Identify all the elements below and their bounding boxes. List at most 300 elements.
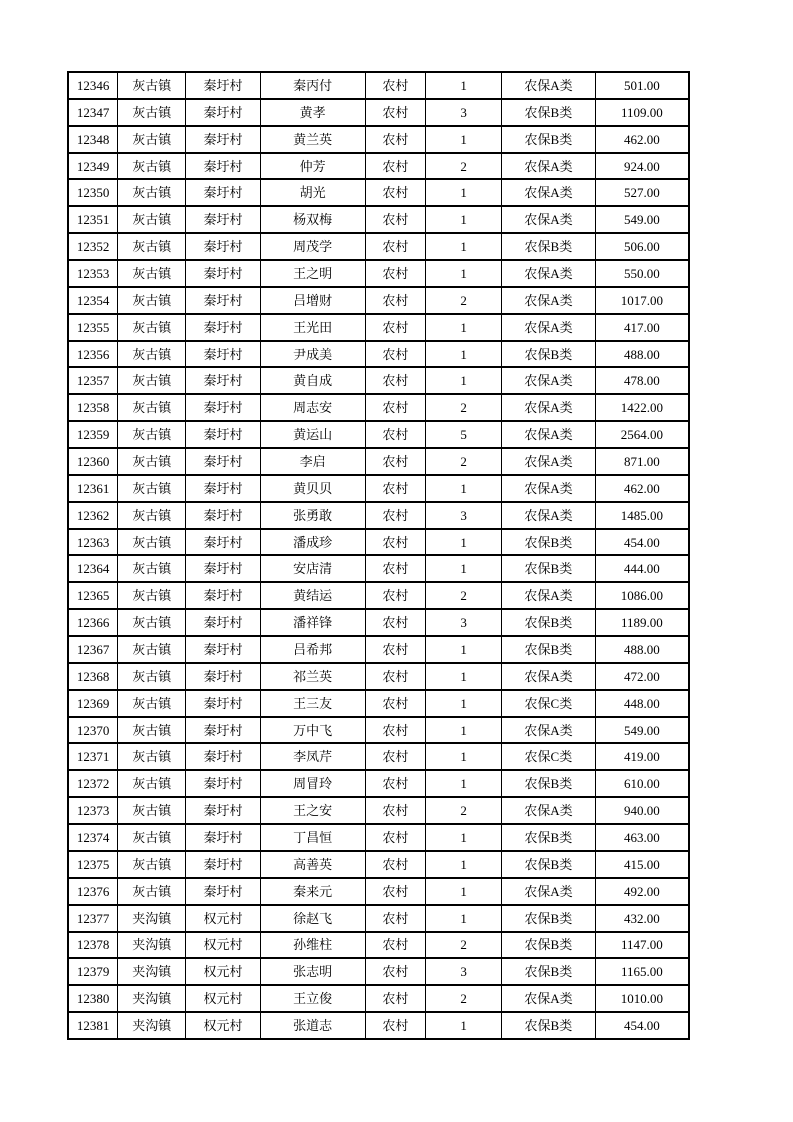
residence-type-cell: 农村: [365, 99, 426, 126]
village-cell: 秦圩村: [186, 260, 261, 287]
record-id-cell: 12366: [68, 609, 118, 636]
table-row: [68, 233, 689, 260]
person-count-cell: 1: [426, 475, 502, 502]
record-id-cell: 12370: [68, 717, 118, 744]
residence-type-cell: 农村: [365, 797, 426, 824]
town-cell: 灰古镇: [118, 421, 186, 448]
person-name-cell: 吕希邦: [260, 636, 365, 663]
table-row: [68, 555, 689, 582]
person-name-cell: 万中飞: [260, 717, 365, 744]
table-row: [68, 690, 689, 717]
amount-cell: 940.00: [595, 797, 689, 824]
table-row: [68, 743, 689, 770]
record-id-cell: 12373: [68, 797, 118, 824]
insurance-category-cell: 农保A类: [502, 797, 596, 824]
person-name-cell: 黄结运: [260, 582, 365, 609]
person-count-cell: 2: [426, 582, 502, 609]
town-cell: 灰古镇: [118, 743, 186, 770]
residence-type-cell: 农村: [365, 341, 426, 368]
table-row: [68, 985, 689, 1012]
village-cell: 秦圩村: [186, 206, 261, 233]
village-cell: 秦圩村: [186, 663, 261, 690]
residence-type-cell: 农村: [365, 770, 426, 797]
record-id-cell: 12355: [68, 314, 118, 341]
insurance-category-cell: 农保B类: [502, 770, 596, 797]
person-count-cell: 1: [426, 314, 502, 341]
village-cell: 秦圩村: [186, 475, 261, 502]
insurance-category-cell: 农保B类: [502, 99, 596, 126]
residence-type-cell: 农村: [365, 260, 426, 287]
residence-type-cell: 农村: [365, 72, 426, 99]
town-cell: 灰古镇: [118, 851, 186, 878]
person-count-cell: 2: [426, 287, 502, 314]
person-name-cell: 黄运山: [260, 421, 365, 448]
person-name-cell: 秦来元: [260, 878, 365, 905]
record-id-cell: 12378: [68, 932, 118, 959]
residence-type-cell: 农村: [365, 126, 426, 153]
record-id-cell: 12379: [68, 958, 118, 985]
amount-cell: 432.00: [595, 905, 689, 932]
town-cell: 灰古镇: [118, 824, 186, 851]
person-count-cell: 2: [426, 394, 502, 421]
village-cell: 秦圩村: [186, 394, 261, 421]
person-count-cell: 3: [426, 99, 502, 126]
town-cell: 灰古镇: [118, 179, 186, 206]
village-cell: 权元村: [186, 958, 261, 985]
record-id-cell: 12358: [68, 394, 118, 421]
village-cell: 秦圩村: [186, 851, 261, 878]
record-id-cell: 12357: [68, 367, 118, 394]
residence-type-cell: 农村: [365, 394, 426, 421]
person-name-cell: 王三友: [260, 690, 365, 717]
town-cell: 夹沟镇: [118, 932, 186, 959]
table-row: [68, 958, 689, 985]
amount-cell: 1017.00: [595, 287, 689, 314]
residence-type-cell: 农村: [365, 421, 426, 448]
residence-type-cell: 农村: [365, 717, 426, 744]
person-name-cell: 王之安: [260, 797, 365, 824]
insurance-category-cell: 农保A类: [502, 448, 596, 475]
village-cell: 秦圩村: [186, 529, 261, 556]
person-count-cell: 1: [426, 529, 502, 556]
amount-cell: 415.00: [595, 851, 689, 878]
record-id-cell: 12380: [68, 985, 118, 1012]
person-count-cell: 1: [426, 1012, 502, 1039]
table-row: [68, 72, 689, 99]
table-row: [68, 905, 689, 932]
town-cell: 灰古镇: [118, 529, 186, 556]
residence-type-cell: 农村: [365, 502, 426, 529]
table-row: [68, 341, 689, 368]
person-count-cell: 1: [426, 555, 502, 582]
village-cell: 秦圩村: [186, 797, 261, 824]
residence-type-cell: 农村: [365, 314, 426, 341]
town-cell: 夹沟镇: [118, 1012, 186, 1039]
amount-cell: 463.00: [595, 824, 689, 851]
person-count-cell: 1: [426, 878, 502, 905]
person-count-cell: 3: [426, 609, 502, 636]
amount-cell: 610.00: [595, 770, 689, 797]
amount-cell: 488.00: [595, 636, 689, 663]
insurance-category-cell: 农保A类: [502, 663, 596, 690]
town-cell: 灰古镇: [118, 663, 186, 690]
village-cell: 秦圩村: [186, 717, 261, 744]
record-id-cell: 12354: [68, 287, 118, 314]
village-cell: 秦圩村: [186, 153, 261, 180]
amount-cell: 472.00: [595, 663, 689, 690]
person-name-cell: 吕增财: [260, 287, 365, 314]
record-id-cell: 12347: [68, 99, 118, 126]
town-cell: 灰古镇: [118, 126, 186, 153]
residence-type-cell: 农村: [365, 287, 426, 314]
insurance-category-cell: 农保A类: [502, 878, 596, 905]
insurance-category-cell: 农保B类: [502, 341, 596, 368]
amount-cell: 417.00: [595, 314, 689, 341]
person-count-cell: 1: [426, 905, 502, 932]
table-row: [68, 663, 689, 690]
record-id-cell: 12362: [68, 502, 118, 529]
town-cell: 夹沟镇: [118, 905, 186, 932]
table-row: [68, 448, 689, 475]
residence-type-cell: 农村: [365, 153, 426, 180]
person-count-cell: 1: [426, 72, 502, 99]
town-cell: 灰古镇: [118, 287, 186, 314]
table-row: [68, 367, 689, 394]
insurance-roster-table: [67, 71, 690, 1040]
person-name-cell: 胡光: [260, 179, 365, 206]
person-name-cell: 孙维柱: [260, 932, 365, 959]
record-id-cell: 12374: [68, 824, 118, 851]
person-name-cell: 潘成珍: [260, 529, 365, 556]
village-cell: 权元村: [186, 905, 261, 932]
insurance-category-cell: 农保B类: [502, 529, 596, 556]
insurance-category-cell: 农保B类: [502, 851, 596, 878]
table-row: [68, 179, 689, 206]
table-row: [68, 126, 689, 153]
insurance-category-cell: 农保B类: [502, 1012, 596, 1039]
village-cell: 权元村: [186, 1012, 261, 1039]
residence-type-cell: 农村: [365, 582, 426, 609]
record-id-cell: 12367: [68, 636, 118, 663]
person-count-cell: 1: [426, 770, 502, 797]
person-count-cell: 2: [426, 797, 502, 824]
table-row: [68, 502, 689, 529]
record-id-cell: 12351: [68, 206, 118, 233]
town-cell: 灰古镇: [118, 770, 186, 797]
town-cell: 灰古镇: [118, 555, 186, 582]
table-row: [68, 421, 689, 448]
residence-type-cell: 农村: [365, 206, 426, 233]
amount-cell: 549.00: [595, 206, 689, 233]
town-cell: 夹沟镇: [118, 958, 186, 985]
table-row: [68, 717, 689, 744]
residence-type-cell: 农村: [365, 743, 426, 770]
person-name-cell: 周冒玲: [260, 770, 365, 797]
person-name-cell: 尹成美: [260, 341, 365, 368]
insurance-category-cell: 农保B类: [502, 932, 596, 959]
town-cell: 灰古镇: [118, 341, 186, 368]
person-count-cell: 2: [426, 153, 502, 180]
insurance-category-cell: 农保A类: [502, 502, 596, 529]
insurance-category-cell: 农保A类: [502, 717, 596, 744]
insurance-category-cell: 农保A类: [502, 394, 596, 421]
amount-cell: 527.00: [595, 179, 689, 206]
village-cell: 秦圩村: [186, 770, 261, 797]
amount-cell: 506.00: [595, 233, 689, 260]
person-name-cell: 高善英: [260, 851, 365, 878]
record-id-cell: 12348: [68, 126, 118, 153]
village-cell: 秦圩村: [186, 690, 261, 717]
residence-type-cell: 农村: [365, 663, 426, 690]
residence-type-cell: 农村: [365, 636, 426, 663]
insurance-category-cell: 农保A类: [502, 985, 596, 1012]
person-name-cell: 安店清: [260, 555, 365, 582]
residence-type-cell: 农村: [365, 475, 426, 502]
table-row: [68, 824, 689, 851]
record-id-cell: 12381: [68, 1012, 118, 1039]
amount-cell: 2564.00: [595, 421, 689, 448]
person-name-cell: 仲芳: [260, 153, 365, 180]
residence-type-cell: 农村: [365, 179, 426, 206]
town-cell: 灰古镇: [118, 99, 186, 126]
person-name-cell: 祁兰英: [260, 663, 365, 690]
record-id-cell: 12361: [68, 475, 118, 502]
village-cell: 秦圩村: [186, 878, 261, 905]
person-count-cell: 1: [426, 260, 502, 287]
town-cell: 灰古镇: [118, 260, 186, 287]
amount-cell: 1189.00: [595, 609, 689, 636]
person-count-cell: 1: [426, 233, 502, 260]
amount-cell: 501.00: [595, 72, 689, 99]
record-id-cell: 12349: [68, 153, 118, 180]
residence-type-cell: 农村: [365, 448, 426, 475]
person-name-cell: 潘祥锋: [260, 609, 365, 636]
village-cell: 秦圩村: [186, 421, 261, 448]
town-cell: 灰古镇: [118, 690, 186, 717]
person-count-cell: 1: [426, 663, 502, 690]
amount-cell: 454.00: [595, 1012, 689, 1039]
insurance-category-cell: 农保B类: [502, 233, 596, 260]
person-name-cell: 黄贝贝: [260, 475, 365, 502]
amount-cell: 444.00: [595, 555, 689, 582]
insurance-category-cell: 农保B类: [502, 905, 596, 932]
table-row: [68, 797, 689, 824]
residence-type-cell: 农村: [365, 905, 426, 932]
amount-cell: 1422.00: [595, 394, 689, 421]
table-row: [68, 260, 689, 287]
person-count-cell: 1: [426, 206, 502, 233]
person-count-cell: 1: [426, 717, 502, 744]
town-cell: 灰古镇: [118, 233, 186, 260]
insurance-category-cell: 农保A类: [502, 72, 596, 99]
town-cell: 灰古镇: [118, 367, 186, 394]
table-row: [68, 932, 689, 959]
village-cell: 秦圩村: [186, 99, 261, 126]
person-count-cell: 2: [426, 448, 502, 475]
village-cell: 秦圩村: [186, 448, 261, 475]
amount-cell: 448.00: [595, 690, 689, 717]
person-count-cell: 1: [426, 636, 502, 663]
table-row: [68, 529, 689, 556]
person-name-cell: 王光田: [260, 314, 365, 341]
town-cell: 灰古镇: [118, 502, 186, 529]
village-cell: 秦圩村: [186, 233, 261, 260]
person-count-cell: 1: [426, 367, 502, 394]
person-name-cell: 杨双梅: [260, 206, 365, 233]
record-id-cell: 12360: [68, 448, 118, 475]
person-count-cell: 5: [426, 421, 502, 448]
insurance-category-cell: 农保A类: [502, 582, 596, 609]
insurance-category-cell: 农保C类: [502, 690, 596, 717]
residence-type-cell: 农村: [365, 233, 426, 260]
table-row: [68, 153, 689, 180]
insurance-category-cell: 农保C类: [502, 743, 596, 770]
person-name-cell: 王之明: [260, 260, 365, 287]
table-row: [68, 636, 689, 663]
residence-type-cell: 农村: [365, 878, 426, 905]
residence-type-cell: 农村: [365, 958, 426, 985]
village-cell: 秦圩村: [186, 609, 261, 636]
insurance-category-cell: 农保A类: [502, 153, 596, 180]
town-cell: 灰古镇: [118, 797, 186, 824]
village-cell: 秦圩村: [186, 555, 261, 582]
person-name-cell: 王立俊: [260, 985, 365, 1012]
record-id-cell: 12365: [68, 582, 118, 609]
person-name-cell: 李凤芹: [260, 743, 365, 770]
amount-cell: 478.00: [595, 367, 689, 394]
town-cell: 灰古镇: [118, 878, 186, 905]
record-id-cell: 12346: [68, 72, 118, 99]
amount-cell: 462.00: [595, 126, 689, 153]
person-name-cell: 黄孝: [260, 99, 365, 126]
village-cell: 秦圩村: [186, 582, 261, 609]
amount-cell: 1147.00: [595, 932, 689, 959]
amount-cell: 1485.00: [595, 502, 689, 529]
person-name-cell: 黄自成: [260, 367, 365, 394]
town-cell: 灰古镇: [118, 72, 186, 99]
insurance-category-cell: 农保B类: [502, 126, 596, 153]
person-count-cell: 2: [426, 985, 502, 1012]
record-id-cell: 12376: [68, 878, 118, 905]
person-count-cell: 1: [426, 179, 502, 206]
person-name-cell: 黄兰英: [260, 126, 365, 153]
insurance-category-cell: 农保A类: [502, 367, 596, 394]
village-cell: 秦圩村: [186, 636, 261, 663]
town-cell: 灰古镇: [118, 475, 186, 502]
town-cell: 灰古镇: [118, 448, 186, 475]
insurance-category-cell: 农保B类: [502, 609, 596, 636]
record-id-cell: 12368: [68, 663, 118, 690]
village-cell: 秦圩村: [186, 287, 261, 314]
table-body: [68, 72, 689, 1039]
residence-type-cell: 农村: [365, 824, 426, 851]
person-name-cell: 张道志: [260, 1012, 365, 1039]
record-id-cell: 12377: [68, 905, 118, 932]
town-cell: 灰古镇: [118, 314, 186, 341]
person-count-cell: 1: [426, 690, 502, 717]
village-cell: 秦圩村: [186, 502, 261, 529]
table-row: [68, 99, 689, 126]
amount-cell: 488.00: [595, 341, 689, 368]
person-count-cell: 1: [426, 824, 502, 851]
town-cell: 灰古镇: [118, 206, 186, 233]
amount-cell: 550.00: [595, 260, 689, 287]
record-id-cell: 12371: [68, 743, 118, 770]
residence-type-cell: 农村: [365, 609, 426, 636]
village-cell: 权元村: [186, 985, 261, 1012]
residence-type-cell: 农村: [365, 555, 426, 582]
record-id-cell: 12369: [68, 690, 118, 717]
insurance-category-cell: 农保A类: [502, 206, 596, 233]
village-cell: 秦圩村: [186, 179, 261, 206]
town-cell: 灰古镇: [118, 717, 186, 744]
amount-cell: 1109.00: [595, 99, 689, 126]
person-name-cell: 李启: [260, 448, 365, 475]
insurance-category-cell: 农保A类: [502, 260, 596, 287]
residence-type-cell: 农村: [365, 851, 426, 878]
record-id-cell: 12372: [68, 770, 118, 797]
town-cell: 灰古镇: [118, 153, 186, 180]
insurance-category-cell: 农保B类: [502, 555, 596, 582]
person-name-cell: 张勇敢: [260, 502, 365, 529]
record-id-cell: 12350: [68, 179, 118, 206]
village-cell: 秦圩村: [186, 72, 261, 99]
record-id-cell: 12364: [68, 555, 118, 582]
person-count-cell: 1: [426, 341, 502, 368]
table-row: [68, 1012, 689, 1039]
village-cell: 秦圩村: [186, 367, 261, 394]
person-count-cell: 2: [426, 932, 502, 959]
insurance-category-cell: 农保A类: [502, 475, 596, 502]
table-row: [68, 314, 689, 341]
record-id-cell: 12356: [68, 341, 118, 368]
record-id-cell: 12352: [68, 233, 118, 260]
residence-type-cell: 农村: [365, 1012, 426, 1039]
record-id-cell: 12359: [68, 421, 118, 448]
amount-cell: 492.00: [595, 878, 689, 905]
insurance-category-cell: 农保B类: [502, 824, 596, 851]
person-count-cell: 1: [426, 851, 502, 878]
amount-cell: 419.00: [595, 743, 689, 770]
residence-type-cell: 农村: [365, 529, 426, 556]
record-id-cell: 12363: [68, 529, 118, 556]
person-name-cell: 周茂学: [260, 233, 365, 260]
town-cell: 灰古镇: [118, 609, 186, 636]
person-count-cell: 3: [426, 958, 502, 985]
town-cell: 夹沟镇: [118, 985, 186, 1012]
person-count-cell: 1: [426, 743, 502, 770]
insurance-category-cell: 农保B类: [502, 636, 596, 663]
village-cell: 秦圩村: [186, 314, 261, 341]
amount-cell: 549.00: [595, 717, 689, 744]
amount-cell: 871.00: [595, 448, 689, 475]
person-name-cell: 徐赵飞: [260, 905, 365, 932]
person-count-cell: 1: [426, 126, 502, 153]
village-cell: 秦圩村: [186, 341, 261, 368]
town-cell: 灰古镇: [118, 636, 186, 663]
residence-type-cell: 农村: [365, 367, 426, 394]
amount-cell: 1010.00: [595, 985, 689, 1012]
insurance-category-cell: 农保B类: [502, 958, 596, 985]
person-name-cell: 周志安: [260, 394, 365, 421]
residence-type-cell: 农村: [365, 690, 426, 717]
amount-cell: 1086.00: [595, 582, 689, 609]
village-cell: 秦圩村: [186, 126, 261, 153]
insurance-category-cell: 农保A类: [502, 287, 596, 314]
person-count-cell: 3: [426, 502, 502, 529]
village-cell: 秦圩村: [186, 743, 261, 770]
table-row: [68, 609, 689, 636]
